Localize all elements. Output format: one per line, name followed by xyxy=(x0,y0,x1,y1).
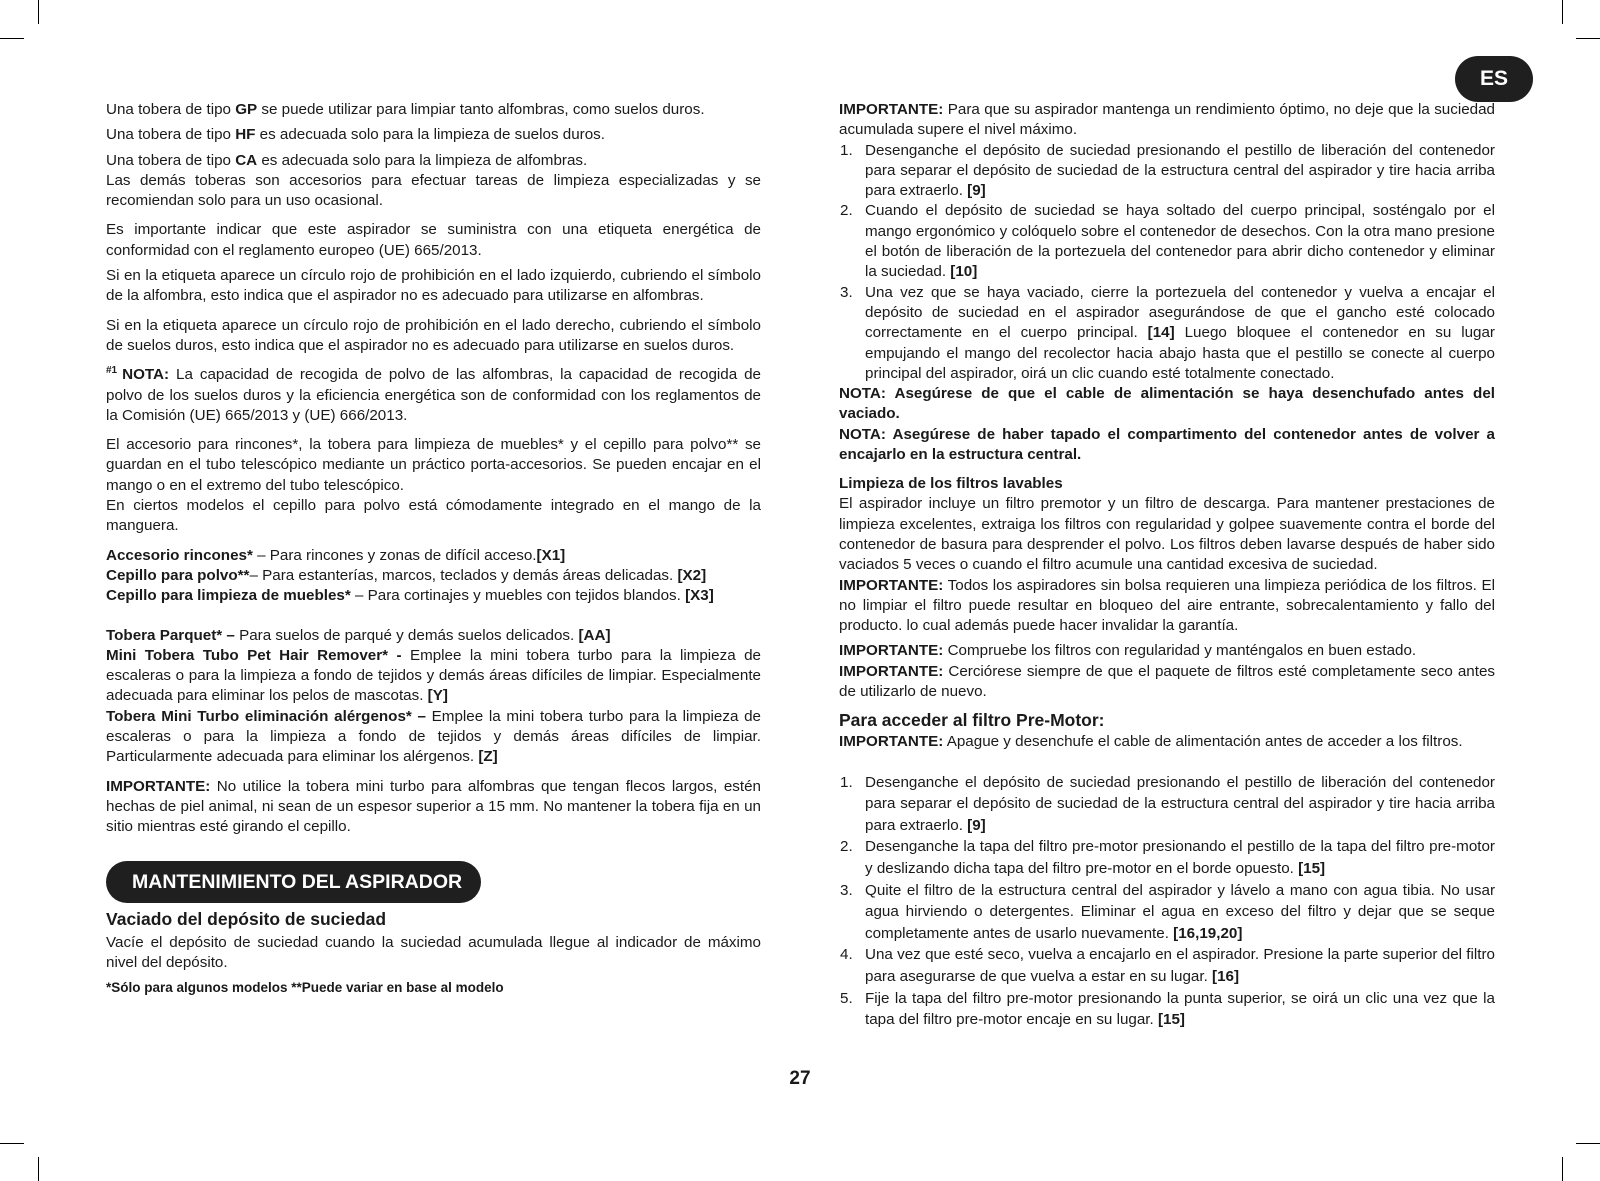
crop-mark xyxy=(38,1157,39,1181)
important-check-filters: IMPORTANTE: Compruebe los filtros con regularidad y manténgalos en buen estado. xyxy=(839,642,1417,660)
list-item: 1. Desenganche el depósito de suciedad presionando el pestillo de liberación del contenedor para separar el depósito de suciedad de la estructura central del aspirador y tire hacia arriba para extraerlo. [9] xyxy=(840,773,1495,834)
nota-unplug: NOTA: Asegúrese de que el cable de alimentación se haya desenchufado antes del vaciado. xyxy=(839,385,1495,423)
paragraph-accessories: El accesorio para rincones*, la tobera para limpieza de muebles* y el cepillo para polvo** se guardan en el tubo telescópico mediante un práctico porta-accesorios. Se pueden encajar en el mango o en el extremo del tubo telescópico. xyxy=(106,436,761,494)
paragraph-ca: Una tobera de tipo CA es adecuada solo para la limpieza de alfombras. xyxy=(106,151,588,169)
subheading-washable-filters: Limpieza de los filtros lavables xyxy=(839,475,1063,493)
section-title: MANTENIMIENTO DEL ASPIRADOR xyxy=(106,861,481,903)
paragraph-filters: El aspirador incluye un filtro premotor y un filtro de descarga. Para mantener prestaciones de limpieza excelentes, extraiga los filtros con regularidad y golpee suavemente contra el borde del contenedor de basura para desprender el polvo. Los filtros deben lavarse después de haber sido vaciados 5 veces o cuando el filtro acumule una cantidad excesiva de suciedad. xyxy=(839,495,1495,574)
important-unplug: IMPORTANTE: Apague y desenchufe el cable de alimentación antes de acceder a los filtros. xyxy=(839,733,1463,751)
subheading-empty-container: Vaciado del depósito de suciedad xyxy=(106,908,387,929)
list-item: 3. Una vez que se haya vaciado, cierre la portezuela del contenedor y vuelva a encajar el depósito de suciedad en el aspirador asegurándose de que el gancho esté colocado correctamente en el cuerpo principal. [14] Luego bloquee el contenedor en su lugar empujando el mango del recolector hacia abajo hasta que el pestillo se conecte al cuerpo principal del aspirador, oirá un clic cuando esté totalmente conectado. xyxy=(840,283,1495,382)
paragraph-right-circle: Si en la etiqueta aparece un círculo rojo de prohibición en el lado derecho, cubriendo el símbolo de suelos duros, esto indica que el aspirador no es adecuado para utilizarse en suelos duros. xyxy=(106,316,761,354)
accessory-list: Accesorio rincones* – Para rincones y zonas de difícil acceso.[X1] Cepillo para polvo**– Para estanterías, marcos, teclados y demás áreas delicadas. [X2] Cepillo para limpieza de muebles* – Para cortinajes y muebles con tejidos blandos. [X3] xyxy=(106,546,714,605)
list-item: 4. Una vez que esté seco, vuelva a encajarlo en el aspirador. Presione la parte superior del filtro para asegurarse de que vuelva a estar en su lugar. [16] xyxy=(840,946,1495,985)
list-item: 2. Cuando el depósito de suciedad se haya soltado del cuerpo principal, sosténgalo por el mango ergonómico y colóquelo sobre el contenedor de desechos. Con la otra mano presione el botón de liberación de la portezuela del contenedor para abrir dicho contenedor y eliminar la suciedad. [10] xyxy=(840,202,1495,281)
crop-mark xyxy=(1562,0,1563,24)
important-bagless: IMPORTANTE: Todos los aspiradores sin bolsa requieren una limpieza periódica de los filtros. El no limpiar el filtro puede resultar en bloqueo del aire entrante, sobrecalentamiento y fallo del producto. lo cual además puede hacer invalidar la garantía. xyxy=(839,576,1495,635)
list-item: 5. Fije la tapa del filtro pre-motor presionando la punta superior, se oirá un clic una vez que la tapa del filtro pre-motor encaje en su lugar. [15] xyxy=(840,989,1495,1029)
crop-mark xyxy=(38,0,39,24)
nota-cover: NOTA: Asegúrese de haber tapado el compartimento del contenedor antes de volver a encajarlo en la estructura central. xyxy=(839,425,1495,464)
paragraph-hf: Una tobera de tipo HF es adecuada solo para la limpieza de suelos duros. xyxy=(106,126,605,144)
empty-steps-list xyxy=(839,141,1495,385)
paragraph-energy-label: Es importante indicar que este aspirador se suministra con una etiqueta energética de conformidad con el reglamento europeo (UE) 665/2013. xyxy=(106,221,761,259)
list-item: 3. Quite el filtro de la estructura central del aspirador y lávelo a mano con agua tibia. No usar agua hirviendo o detergentes. Eliminar el agua en exceso del filtro y dejar que se seque completamente antes de usarlo nuevamente. [16,19,20] xyxy=(840,881,1495,942)
paragraph-models: En ciertos modelos el cepillo para polvo está cómodamente integrado en el mango de la manguera. xyxy=(106,497,761,535)
paragraph-other-nozzles: Las demás toberas son accesorios para efectuar tareas de limpieza especializadas y se recomiendan solo para un uso ocasional. xyxy=(106,171,761,210)
crop-mark xyxy=(0,38,24,39)
footnote-marker: #1 xyxy=(106,365,118,377)
important-dry-filters: IMPORTANTE: Cerciórese siempre de que el paquete de filtros esté completamente seco antes de utilizarlo de nuevo. xyxy=(839,662,1495,701)
nozzle-list: Tobera Parquet* – Para suelos de parqué y demás suelos delicados. [AA] Mini Tobera Tubo Pet Hair Remover* - Emplee la mini tobera turbo para la limpieza de escaleras o para la limpieza a fondo de tejidos y demás áreas difíciles de limpiar. Especialmente adecuada para eliminar los pelos de mascotas. [Y] Tobera Mini Turbo eliminación alérgenos* – Emplee la mini tobera turbo para la limpieza de escaleras o para la limpieza a fondo de tejidos y demás áreas difíciles de limpiar. Particularmente adecuada para eliminar los alérgenos. [Z] xyxy=(106,626,761,766)
page-number: 27 xyxy=(789,1068,811,1089)
important-max-level: IMPORTANTE: Para que su aspirador mantenga un rendimiento óptimo, no deje que la suciedad acumulada supere el nivel máximo. xyxy=(839,101,1495,139)
list-item: 1. Desenganche el depósito de suciedad presionando el pestillo de liberación del contenedor para separar el depósito de suciedad de la estructura central del aspirador y tire hacia arriba para extraerlo. [9] xyxy=(840,141,1495,200)
subheading-premotor: Para acceder al filtro Pre-Motor: xyxy=(839,710,1105,731)
paragraph-empty-container: Vacíe el depósito de suciedad cuando la suciedad acumulada llegue al indicador de máximo nivel del depósito. xyxy=(106,933,761,971)
crop-mark xyxy=(1562,1157,1563,1181)
footnote: *Sólo para algunos modelos **Puede variar en base al modelo xyxy=(106,980,504,996)
important-turbo: IMPORTANTE: No utilice la tobera mini turbo para alfombras que tengan flecos largos, estén hechas de piel animal, ni sean de un espesor superior a 15 mm. No mantener la tobera fija en un sitio mientras esté girando el cepillo. xyxy=(106,777,761,836)
paragraph-left-circle: Si en la etiqueta aparece un círculo rojo de prohibición en el lado izquierdo, cubriendo el símbolo de la alfombra, esto indica que el aspirador no es adecuado para utilizarse en alfombras. xyxy=(106,267,761,305)
nota-paragraph: $^{\#1}$ NOTA: La capacidad de recogida de polvo de las alfombras, la capacidad de recogida de polvo de los suelos duros y la eficiencia energética son de conformidad con los reglamentos de la Comisión (UE) 665/2013 y (UE) 666/2013. xyxy=(106,365,761,424)
crop-mark xyxy=(1576,38,1600,39)
crop-mark xyxy=(1576,1143,1600,1144)
left-column xyxy=(106,100,761,998)
right-column xyxy=(839,100,1495,1031)
list-item: 2. Desenganche la tapa del filtro pre-motor presionando el pestillo de la tapa del filtro pre-motor y deslizando dicha tapa del filtro pre-motor en el borde opuesto. [15] xyxy=(840,838,1495,877)
crop-mark xyxy=(0,1143,24,1144)
language-tab: ES xyxy=(1455,56,1533,102)
paragraph-gp: Una tobera de tipo GP se puede utilizar para limpiar tanto alfombras, como suelos duros. xyxy=(106,101,705,118)
premotor-steps-list xyxy=(839,772,1495,1031)
